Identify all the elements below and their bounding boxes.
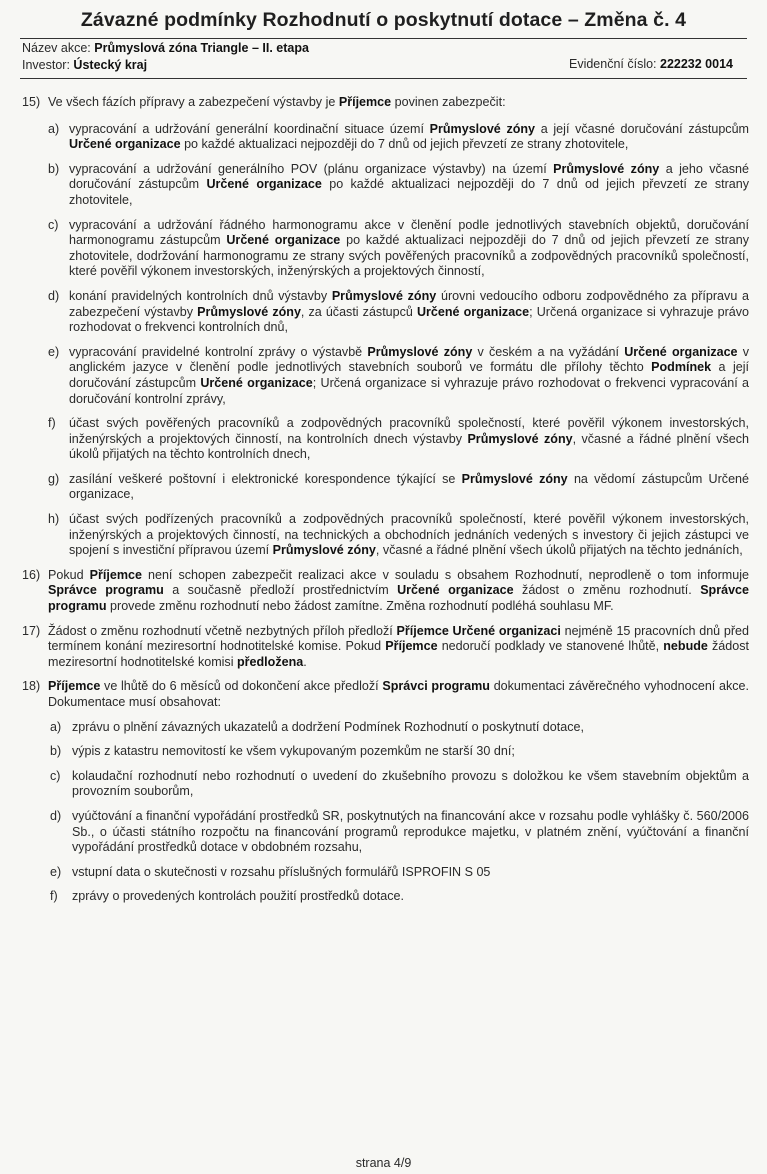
project-name-label: Název akce:	[22, 41, 95, 55]
header-divider-bottom	[20, 78, 747, 79]
item-letter: a)	[48, 121, 60, 136]
item-text: vypracování a udržování generální koordinační situace území Průmyslové zóny a její včasné doručování zástupcům Určené organizace po každé aktualizaci nejpozději do 7 dnů od jejich převzetí ze strany zhotovitele,	[69, 121, 749, 152]
document-title: Závazné podmínky Rozhodnutí o poskytnutí dotace – Změna č. 4	[80, 9, 687, 31]
item-text: výpis z katastru nemovitostí ke všem vykupovaným pozemkům ne starší 30 dní;	[72, 744, 515, 759]
item-text: vypracování a udržování řádného harmonogramu akce v členění podle jednotlivých stavebních objektů, doručování harmonogramu zástupcům Určené organizace po každé aktualizaci nejpozději do 7 dnů od jejich převzetí ze strany zhotovitele, dodržování harmonogramu ze strany svých pověřených pracovníků a zodpovědných pracovníků společností, které pověřil výkonem investorských, inženýrských a projektových činností,	[69, 217, 749, 279]
project-name-value: Průmyslová zóna Triangle – II. etapa	[94, 41, 309, 55]
clause-bold: Příjemce	[338, 95, 392, 109]
registration-value: 222232 0014	[660, 57, 733, 71]
clause-18c	[22, 769, 749, 800]
item-letter: c)	[48, 217, 59, 232]
clause-number: 15)	[22, 95, 41, 109]
item-text: účast svých pověřených pracovníků a zodpovědných pracovníků společností, které pověřil výkonem investorských, inženýrských a projektových činností, na kontrolních dnech výstavby Průmyslové zóny, včasné a řádné plnění všech úkolů přijatých na těchto kontrolních dnech,	[69, 416, 750, 462]
item-letter: a)	[50, 719, 62, 734]
item-letter: b)	[50, 744, 62, 759]
item-letter: f)	[48, 416, 56, 431]
project-name-line	[22, 40, 309, 56]
clause-number: 16)	[22, 567, 41, 582]
clause-15a	[22, 122, 749, 153]
investor-value: Ústecký kraj	[73, 58, 148, 72]
clause-18d	[22, 809, 749, 856]
item-text: účast svých podřízených pracovníků a zodpovědných pracovníků společností, které pověřil výkonem investorských, inženýrských a projektových činností, na technických a obchodních jednáních vedených s investory či jejich zástupci ve spojení s investiční přípravou území Průmyslové zóny, včasné a řádné plnění všech úkolů přijatých na těchto jednáních,	[69, 512, 749, 558]
item-letter: f)	[50, 889, 58, 904]
item-letter: e)	[50, 864, 62, 879]
clause-text: Ve všech fázích přípravy a zabezpečení výstavby je	[48, 95, 339, 109]
clause-15c	[22, 218, 749, 280]
item-letter: e)	[48, 344, 60, 359]
clause-text: povinen zabezpečit:	[391, 95, 506, 109]
clause-18b	[22, 744, 749, 760]
item-letter: g)	[48, 471, 60, 486]
clause-16: 16) Pokud Příjemce není schopen zabezpečit realizaci akce v souladu s obsahem Rozhodnutí, neprodleně o tom informuje Správce programu a současně předloží prostřednictvím Určené organizace žádost o změnu rozhodnutí. Správce programu provede změnu rozhodnutí nebo žádost zamítne. Změna rozhodnutí podléhá souhlasu MF.	[22, 567, 750, 614]
item-letter: d)	[48, 288, 60, 303]
investor-line	[22, 57, 147, 73]
item-letter: c)	[50, 768, 61, 783]
item-text: konání pravidelných kontrolních dnů výstavby Průmyslové zóny úrovni vedoucího odboru zodpovědného za přípravu a zabezpečení výstavby Průmyslové zóny, za účasti zástupců Určené organizace; Určená organizace si vyhrazuje právo rozhodovat o frekvenci kontrolních dnů,	[69, 288, 749, 335]
item-letter: b)	[48, 161, 60, 176]
item-text: vyúčtování a finanční vypořádání prostředků SR, poskytnutých na financování akce v rozsahu podle vyhlášky č. 560/2006 Sb., o účasti státního rozpočtu na financování programů reprodukce majetku, v platném znění, vyúčtování a finanční vypořádání prostředků dotace v obdobném rozsahu,	[72, 808, 749, 855]
item-letter: d)	[50, 808, 62, 823]
investor-label: Investor:	[22, 58, 74, 72]
clause-18e	[22, 865, 749, 881]
clause-18f	[22, 889, 749, 905]
clause-15h	[22, 512, 749, 559]
page-number: strana 4/9	[355, 1156, 412, 1170]
clause-15e	[22, 345, 749, 407]
registration-label: Evidenční číslo:	[568, 57, 660, 71]
clause-number: 17)	[22, 623, 41, 638]
item-text: zprávy o provedených kontrolách použití prostředků dotace.	[72, 889, 404, 904]
item-text: kolaudační rozhodnutí nebo rozhodnutí o uvedení do zkušebního provozu s doložkou ke všem stavebním objektům a provozním souborům,	[72, 768, 749, 799]
clause-15b	[22, 162, 749, 209]
item-text: zprávu o plnění závazných ukazatelů a dodržení Podmínek Rozhodnutí o poskytnutí dotace,	[72, 719, 584, 734]
clause-15d	[22, 289, 749, 336]
clause-15f	[22, 416, 749, 463]
clause-15	[22, 95, 749, 111]
registration-number	[569, 57, 733, 71]
document-body	[22, 95, 749, 905]
item-letter: h)	[48, 512, 60, 527]
item-text: vypracování a udržování generálního POV (plánu organizace výstavby) na území Průmyslové zóny a jeho včasné doručování zástupcům Určené organizace po každé aktualizaci nejpozději do 7 dnů od jejich převzetí ze strany zhotovitele,	[69, 161, 749, 207]
item-text: vstupní data o skutečnosti v rozsahu příslušných formulářů ISPROFIN S 05	[72, 864, 491, 879]
clause-18: 18) Příjemce ve lhůtě do 6 měsíců od dokončení akce předloží Správci programu dokumentaci závěrečného vyhodnocení akce. Dokumentace musí obsahovat:	[22, 679, 749, 709]
header-divider-top	[20, 38, 747, 39]
clause-18a	[22, 720, 749, 736]
clause-17: 17) Žádost o změnu rozhodnutí včetně nezbytných příloh předloží Příjemce Určené organizaci nejméně 15 pracovních dnů před termínem konání meziresortní hodnotitelské komise. Pokud Příjemce nedoručí podklady ve stanovené lhůtě, nebude žádost meziresortní hodnotitelské komisi předložena.	[22, 623, 749, 669]
clause-15g	[22, 472, 749, 503]
item-text: vypracování pravidelné kontrolní zprávy o výstavbě Průmyslové zóny v českém a na vyžádání Určené organizace v anglickém jazyce v členění podle jednotlivých stavebních souborů ve formátu dle přílohy těchto Podmínek a její doručování zástupcům Určené organizace; Určená organizace si vyhrazuje právo rozhodovat o frekvenci vypracování a doručování kontrolní zprávy,	[69, 344, 750, 406]
item-text: zasílání veškeré poštovní i elektronické korespondence týkající se Průmyslové zóny na vědomí zástupcům Určené organizace,	[69, 471, 750, 502]
clause-number: 18)	[22, 679, 41, 694]
